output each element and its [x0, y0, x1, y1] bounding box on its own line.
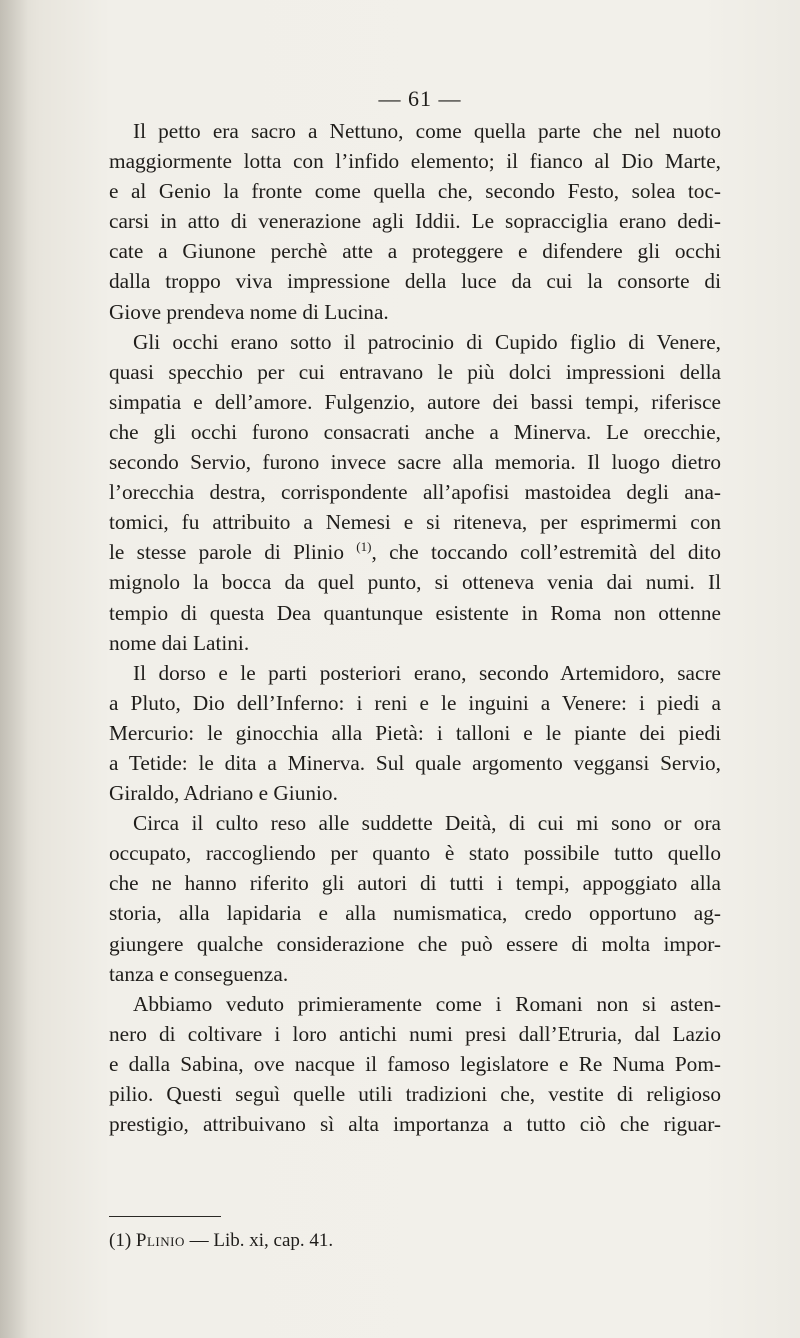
paragraph-1 [109, 116, 721, 327]
text-line: Circa il culto reso alle suddette Deità, di cui mi sono or ora [133, 811, 721, 836]
text-line: che ne hanno riferito gli autori di tutti i tempi, appoggiato alla [109, 871, 721, 896]
text-line: cate a Giunone perchè atte a proteggere e difendere gli occhi [109, 239, 721, 264]
text-line: che gli occhi furono consacrati anche a Minerva. Le orecchie, [109, 419, 721, 444]
footnote [109, 1228, 721, 1254]
text-line: a Pluto, Dio dell’Inferno: i reni e le inguini a Venere: i piedi a [109, 690, 721, 715]
page-number: — 61 — [378, 86, 462, 111]
text-line: tempio di questa Dea quantunque esistente in Roma non ottenne [109, 600, 721, 625]
text-line: Abbiamo veduto primieramente come i Romani non si asten- [133, 991, 721, 1016]
text-line: occupato, raccogliendo per quanto è stato possibile tutto quello [109, 841, 721, 866]
text-line: Mercurio: le ginocchia alla Pietà: i talloni e le piante dei piedi [109, 720, 721, 745]
text-line: e al Genio la fronte come quella che, secondo Festo, solea toc- [109, 179, 721, 204]
text-fragment: , che toccando coll’estremità del dito [371, 540, 721, 565]
text-line: l’orecchia destra, corrispondente all’apofisi mastoidea degli ana- [109, 480, 721, 505]
text-line: simpatia e dell’amore. Fulgenzio, autore dei bassi tempi, riferisce [109, 389, 721, 414]
text-line: Il petto era sacro a Nettuno, come quella parte che nel nuoto [133, 119, 721, 143]
text-line: prestigio, attribuivano sì alta importanza a tutto ciò che riguar- [109, 1112, 721, 1137]
text-line: pilio. Questi seguì quelle utili tradizioni che, vestite di religioso [109, 1082, 721, 1106]
text-line: e dalla Sabina, ove nacque il famoso legislatore e Re Numa Pom- [109, 1051, 721, 1076]
text-line: tanza e conseguenza. [109, 961, 289, 986]
text-line-with-footnote [109, 537, 721, 567]
paragraph-4 [109, 808, 721, 989]
footnote-marker: (1) [109, 1230, 132, 1251]
footnote-reference-text: — Lib. xi, cap. 41. [189, 1230, 334, 1251]
text-line: nero di coltivare i loro antichi numi presi dall’Etruria, dal Lazio [109, 1021, 721, 1046]
text-line: Il dorso e le parti posteriori erano, secondo Artemidoro, sacre [133, 660, 721, 685]
paragraph-5 [109, 989, 721, 1139]
body-text [109, 116, 721, 1139]
paragraph-2 [109, 327, 721, 658]
footnote-reference: (1) [356, 539, 372, 555]
paragraph-3 [109, 658, 721, 808]
text-line: carsi in atto di venerazione agli Iddii. Le sopracciglia erano dedi- [109, 209, 721, 234]
footnote-divider [109, 1216, 221, 1217]
text-line: mignolo la bocca da quel punto, si otteneva venia dai numi. Il [109, 570, 721, 595]
text-line: giungere qualche considerazione che può essere di molta impor- [109, 931, 721, 956]
footnote-author: Plinio [135, 1230, 185, 1251]
text-line: secondo Servio, furono invece sacre alla memoria. Il luogo dietro [109, 450, 721, 475]
text-line: Gli occhi erano sotto il patrocinio di Cupido figlio di Venere, [133, 329, 721, 354]
text-line: Giraldo, Adriano e Giunio. [109, 781, 338, 806]
text-line: quasi specchio per cui entravano le più dolci impressioni della [109, 359, 721, 384]
text-line: maggiormente lotta con l’infido elemento; il fianco al Dio Marte, [109, 149, 721, 174]
text-line: Giove prendeva nome di Lucina. [109, 299, 389, 324]
spine-shadow [0, 0, 28, 1338]
text-line: nome dai Latini. [109, 630, 250, 655]
text-fragment: le stesse parole di Plinio [109, 540, 344, 565]
text-line: tomici, fu attribuito a Nemesi e si riteneva, per esprimermi con [109, 510, 721, 535]
text-line: dalla troppo viva impressione della luce da cui la consorte di [109, 269, 721, 294]
text-line: a Tetide: le dita a Minerva. Sul quale argomento veggansi Servio, [109, 750, 721, 775]
text-line: storia, alla lapidaria e alla numismatica, credo opportuno ag- [109, 901, 721, 926]
